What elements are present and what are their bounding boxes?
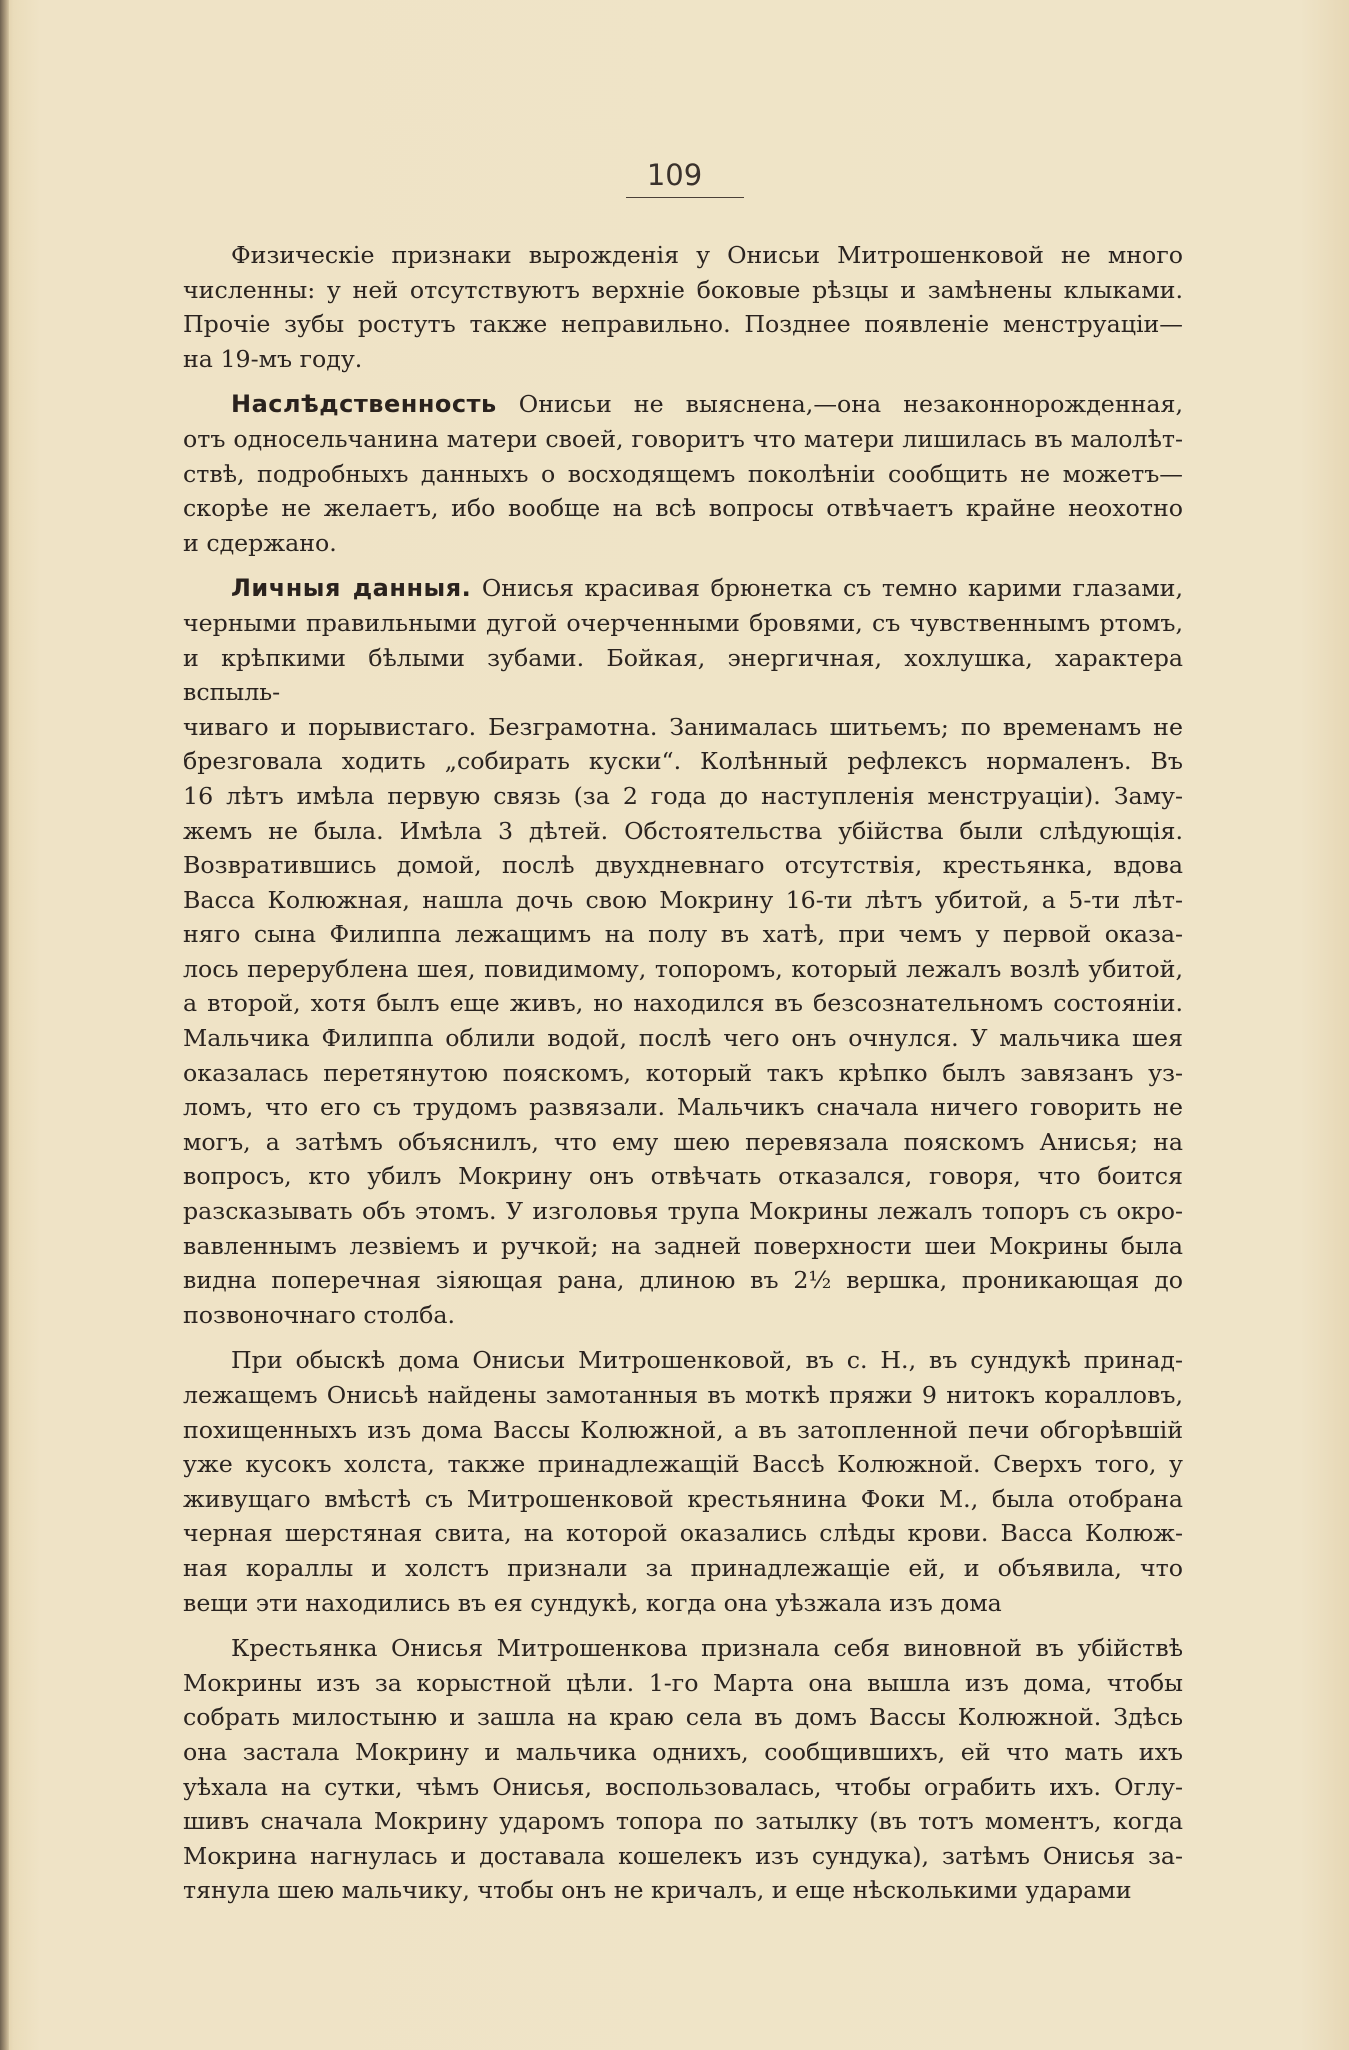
line-text: и крѣпкими бѣлыми зубами. Бойкая, энергичная, хохлушка, характера вспыль- bbox=[183, 643, 1183, 707]
text-line bbox=[183, 883, 1183, 918]
text-line bbox=[183, 457, 1183, 492]
text-line bbox=[183, 1482, 1183, 1517]
line-text: няго сына Филиппа лежащимъ на полу въ хатѣ, при чемъ у первой оказа- bbox=[183, 920, 1183, 949]
text-line bbox=[183, 1125, 1183, 1160]
text-line bbox=[183, 491, 1183, 526]
line-text: вещи эти находились въ ея сундукѣ, когда она уѣзжала изъ дома bbox=[183, 1588, 1002, 1617]
text-line bbox=[183, 1056, 1183, 1091]
paragraph bbox=[183, 1631, 1183, 1908]
text-line bbox=[183, 422, 1183, 457]
line-text: а второй, хотя былъ еще живъ, но находился въ безсознательномъ состояніи. bbox=[183, 989, 1183, 1018]
text-line bbox=[183, 814, 1183, 849]
line-text: уѣхала на сутки, чѣмъ Онисья, воспользовалась, чтобы ограбить ихъ. Оглу- bbox=[183, 1772, 1183, 1801]
line-text: оказалась перетянутою пояскомъ, который такъ крѣпко былъ завязанъ уз- bbox=[183, 1058, 1183, 1087]
text-line bbox=[183, 1378, 1183, 1413]
text-line bbox=[183, 779, 1183, 814]
text-line bbox=[183, 307, 1183, 342]
text-line bbox=[183, 1804, 1183, 1839]
page-number-rule bbox=[626, 197, 744, 198]
text-line bbox=[183, 1873, 1183, 1908]
text-line bbox=[183, 1735, 1183, 1770]
text-line bbox=[183, 1516, 1183, 1551]
line-text: живущаго вмѣстѣ съ Митрошенковой крестьянина Фоки М., была отобрана bbox=[183, 1484, 1183, 1513]
text-line bbox=[183, 526, 1183, 561]
line-text: ломъ, что его съ трудомъ развязали. Мальчикъ сначала ничего говорить не bbox=[183, 1093, 1183, 1122]
line-text: тянула шею мальчику, чтобы онъ не кричалъ, и еще нѣсколькими ударами bbox=[183, 1876, 1132, 1905]
text-line bbox=[183, 848, 1183, 883]
line-text: Мокрины изъ за корыстной цѣли. 1-го Марта она вышла изъ дома, чтобы bbox=[183, 1668, 1183, 1697]
line-text: Мальчика Филиппа облили водой, послѣ чего онъ очнулся. У мальчика шея bbox=[183, 1024, 1183, 1053]
paragraph bbox=[183, 387, 1183, 560]
text-line bbox=[183, 273, 1183, 308]
page-number: 109 bbox=[646, 158, 703, 192]
line-text: чиваго и порывистаго. Безграмотна. Занималась шитьемъ; по временамъ не bbox=[183, 712, 1183, 741]
paragraph bbox=[183, 238, 1183, 376]
line-text: черными правильными дугой очерченными бровями, съ чувственнымъ ртомъ, bbox=[183, 608, 1183, 637]
text-line bbox=[183, 606, 1183, 641]
text-line bbox=[183, 238, 1183, 273]
text-line bbox=[183, 1229, 1183, 1264]
text-line bbox=[183, 917, 1183, 952]
line-text: Прочіе зубы ростутъ также неправильно. Позднее появленіе менструаціи— bbox=[183, 310, 1183, 339]
text-line bbox=[183, 1631, 1183, 1666]
text-line bbox=[183, 1551, 1183, 1586]
line-text: скорѣе не желаетъ, ибо вообще на всѣ вопросы отвѣчаетъ крайне неохотно bbox=[183, 494, 1183, 523]
text-line bbox=[183, 1586, 1183, 1621]
line-text: брезговала ходить „собирать куски“. Колѣнный рефлексъ нормаленъ. Въ bbox=[183, 747, 1183, 776]
text-line bbox=[183, 1263, 1183, 1298]
line-text: Онисья красивая брюнетка съ темно карими глазами, bbox=[481, 574, 1183, 603]
page-binding-edge bbox=[0, 0, 9, 2050]
text-line bbox=[183, 1770, 1183, 1805]
line-text: шивъ сначала Мокрину ударомъ топора по затылку (въ тотъ моментъ, когда bbox=[183, 1807, 1183, 1836]
text-line bbox=[183, 1343, 1183, 1378]
text-line bbox=[183, 342, 1183, 377]
line-text: собрать милостыню и зашла на краю села въ домъ Вассы Колюжной. Здѣсь bbox=[183, 1703, 1183, 1732]
line-text: Крестьянка Онисья Митрошенкова признала себя виновной въ убійствѣ bbox=[231, 1634, 1183, 1663]
line-text: и сдержано. bbox=[183, 528, 337, 557]
text-line bbox=[183, 1447, 1183, 1482]
line-text: она застала Мокрину и мальчика однихъ, сообщившихъ, ей что мать ихъ bbox=[183, 1737, 1183, 1766]
line-text: разсказывать объ этомъ. У изголовья трупа Мокрины лежалъ топоръ съ окро- bbox=[183, 1197, 1183, 1226]
line-text: могъ, а затѣмъ объяснилъ, что ему шею перевязала пояскомъ Анисья; на bbox=[183, 1127, 1183, 1156]
line-text: лось перерублена шея, повидимому, топоромъ, который лежалъ возлѣ убитой, bbox=[183, 954, 1183, 983]
line-text: черная шерстяная свита, на которой оказались слѣды крови. Васса Колюж- bbox=[183, 1519, 1183, 1548]
line-text: вавленнымъ лезвіемъ и ручкой; на задней поверхности шеи Мокрины была bbox=[183, 1231, 1183, 1260]
text-line bbox=[183, 1839, 1183, 1874]
line-text: позвоночнаго столба. bbox=[183, 1300, 455, 1329]
line-text: Физическіе признаки вырожденія у Онисьи Митрошенковой не много bbox=[231, 241, 1183, 269]
text-line bbox=[183, 710, 1183, 745]
line-text: уже кусокъ холста, также принадлежащій Вассѣ Колюжной. Сверхъ того, у bbox=[183, 1450, 1183, 1479]
text-line bbox=[183, 1666, 1183, 1701]
text-line bbox=[183, 1159, 1183, 1194]
line-text: на 19-мъ году. bbox=[183, 344, 363, 373]
line-text: Возвратившись домой, послѣ двухдневнаго отсутствія, крестьянка, вдова bbox=[183, 851, 1183, 880]
text-line bbox=[183, 387, 1183, 422]
text-line bbox=[183, 1090, 1183, 1125]
text-line bbox=[183, 1413, 1183, 1448]
text-line bbox=[183, 1021, 1183, 1056]
section-heading: Наслѣдственность bbox=[231, 390, 497, 419]
text-line bbox=[183, 1298, 1183, 1333]
line-text: похищенныхъ изъ дома Вассы Колюжной, а въ затопленной печи обгорѣвшій bbox=[183, 1415, 1183, 1444]
line-text: численны: у ней отсутствуютъ верхніе боковые рѣзцы и замѣнены клыками. bbox=[183, 275, 1183, 304]
line-text: Мокрина нагнулась и доставала кошелекъ изъ сундука), затѣмъ Онисья за- bbox=[183, 1841, 1183, 1870]
text-line bbox=[183, 571, 1183, 606]
line-text: вопросъ, кто убилъ Мокрину онъ отвѣчать отказался, говоря, что боится bbox=[183, 1162, 1183, 1191]
text-line bbox=[183, 952, 1183, 987]
line-text: ная кораллы и холстъ признали за принадлежащіе ей, и объявила, что bbox=[183, 1553, 1183, 1582]
line-text: При обыскѣ дома Онисьи Митрошенковой, въ с. Н., въ сундукѣ принад- bbox=[231, 1346, 1183, 1375]
line-text: ствѣ, подробныхъ данныхъ о восходящемъ поколѣніи сообщить не можетъ— bbox=[183, 459, 1183, 488]
text-line bbox=[183, 1194, 1183, 1229]
text-line bbox=[183, 986, 1183, 1021]
line-text: лежащемъ Онисьѣ найдены замотанныя въ моткѣ пряжи 9 нитокъ коралловъ, bbox=[183, 1381, 1183, 1409]
line-text: Онисьи не выяснена,—она незаконнорожденная, bbox=[518, 390, 1183, 419]
paragraph bbox=[183, 571, 1183, 1332]
line-text: жемъ не была. Имѣла 3 дѣтей. Обстоятельства убійства были слѣдующія. bbox=[183, 816, 1183, 845]
text-line bbox=[183, 641, 1183, 710]
line-text: Васса Колюжная, нашла дочь свою Мокрину 16-ти лѣтъ убитой, а 5-ти лѣт- bbox=[183, 885, 1183, 914]
text-line bbox=[183, 1700, 1183, 1735]
text-line bbox=[183, 744, 1183, 779]
line-text: отъ односельчанина матери своей, говоритъ что матери лишилась въ малолѣт- bbox=[183, 424, 1183, 453]
document-body bbox=[183, 238, 1183, 1919]
paragraph bbox=[183, 1343, 1183, 1620]
section-heading: Личныя данныя. bbox=[231, 574, 472, 603]
line-text: видна поперечная зіяющая рана, длиною въ 2½ вершка, проникающая до bbox=[183, 1266, 1183, 1295]
line-text: 16 лѣтъ имѣла первую связь (за 2 года до наступленія менструаціи). Заму- bbox=[183, 781, 1183, 810]
